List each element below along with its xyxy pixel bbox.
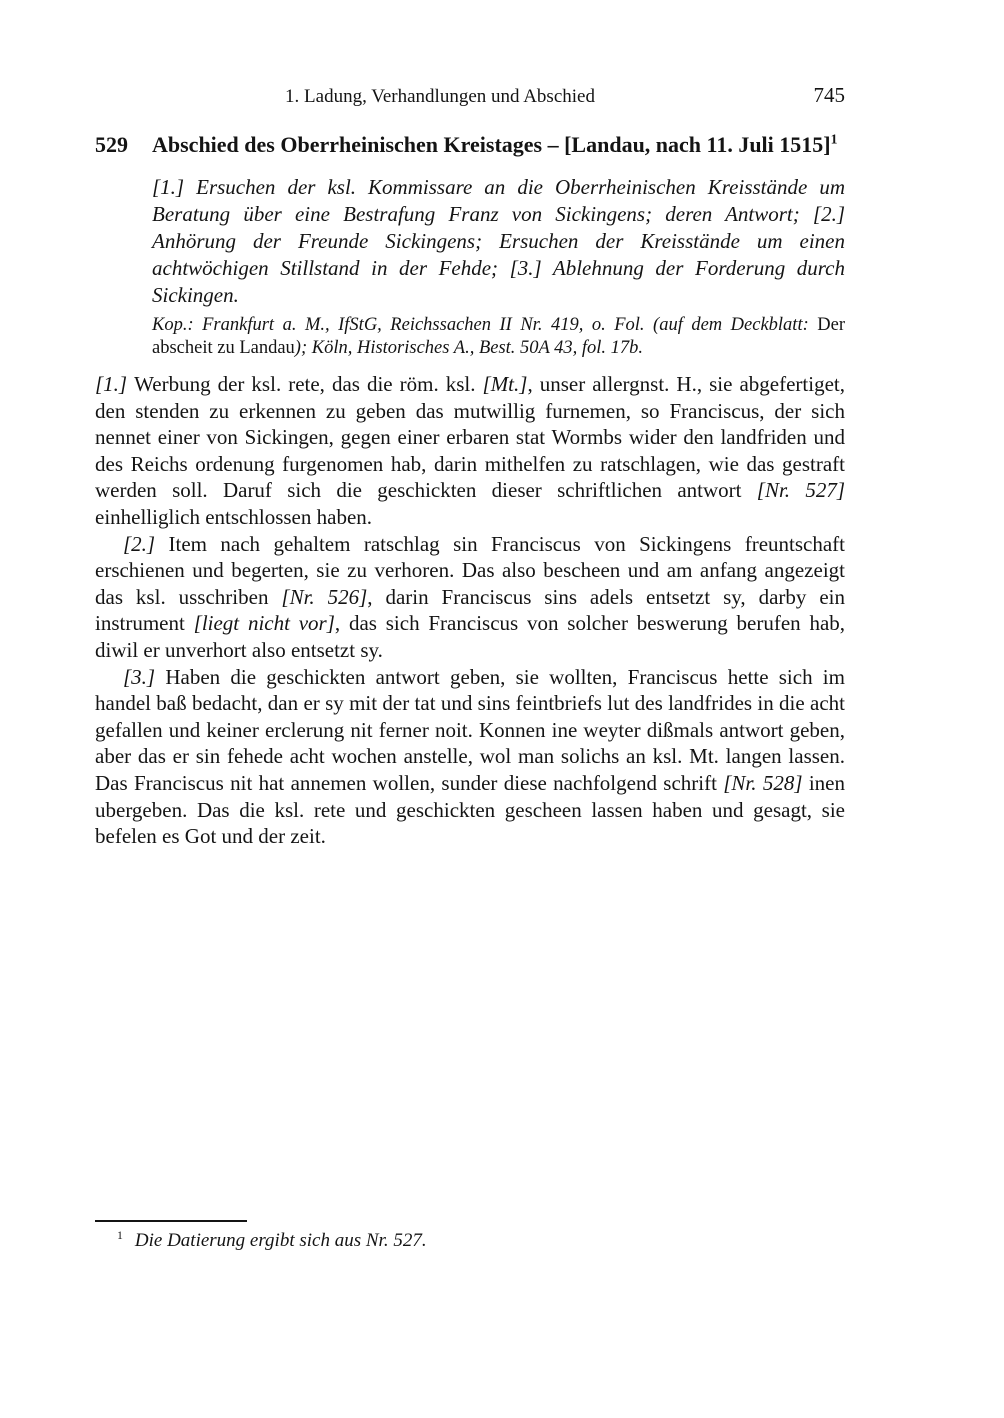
abstract-paragraph: [1.] Ersuchen der ksl. Kommissare an die Oberrheinischen Kreisstände um Beratung über eine Bestrafung Franz von Sickingens; deren Antwort; [2.] Anhörung der Freunde Sickingens; Ersuchen der Kreisstände um einen achtwöchigen Stillstand in der Fehde; [3.] Ablehnung der Forderung durch Sickingen. xyxy=(152,175,845,307)
body-paragraph-2: [2.] Item nach gehaltem ratschlag sin Franciscus von Sickingens freuntschaft erschienen und begerten, sie zu verhoren. Das also bescheen und am anfang angezeigt das ksl. usschriben [Nr. 526], darin Franciscus sins adels entsetzt sy, darby ein instrument [liegt nicht vor], das sich Franciscus von solcher beswerung berufen hab, diwil er unverhort also entsetzt sy. xyxy=(95,531,846,662)
entry-title xyxy=(152,130,845,160)
entry-heading xyxy=(95,130,845,160)
footnote-text: Die Datierung ergibt sich aus Nr. 527. xyxy=(134,1230,427,1251)
running-header-section-title: 1. Ladung, Verhandlungen und Abschied xyxy=(285,86,595,107)
page-number: 745 xyxy=(813,83,845,107)
running-header xyxy=(95,83,845,109)
text-column xyxy=(95,83,845,850)
footnote-block xyxy=(95,1220,845,1253)
source-note: Kop.: Frankfurt a. M., IfStG, Reichssachen II Nr. 419, o. Fol. (auf dem Deckblatt: Der abscheit zu Landau); Köln, Historisches A., Best. 50A 43, fol. 17b. xyxy=(152,315,845,358)
body-paragraph-1: [1.] Werbung der ksl. rete, das die röm. ksl. [Mt.], unser allergnst. H., sie abgefertiget, den stenden zu erkennen zu geben das mutwillig furnemen, so Franciscus, der sich nennet einer von Sickingen, gegen einer erbaren stat Wormbs wider den landfriden und des Reichs ordenung furgenomen hab, darin mithelfen zu ratschlagen, wie das gestraft werden soll. Daruf sich die geschickten dieser schriftlichen antwort [Nr. 527] einhelliglich entschlossen haben. xyxy=(95,372,845,529)
footnote-rule xyxy=(95,1220,247,1222)
footnote-marker: 1 xyxy=(117,1228,123,1242)
body-text xyxy=(95,371,845,850)
body-paragraph-3: [3.] Haben die geschickten antwort geben, sie wollten, Franciscus hette sich im handel baß bedacht, dan er sy mit der tat und sins feintbriefs lut des landfrides in die acht gefallen und keiner erclerung nit ferner noit. Konnen ine weyter dißmals antwort geben, aber das er sin fehede acht wochen anstelle, wol man solichs an ksl. Mt. langen lassen. Das Franciscus nit hat annemen wollen, sunder diese nachfolgend schrift [Nr. 528] inen ubergeben. Das die ksl. rete und geschickten gescheen lassen haben und gesagt, sie befelen es Got und der zeit. xyxy=(95,664,845,849)
footnote-reference-marker: 1 xyxy=(830,131,838,147)
entry-number: 529 xyxy=(95,132,128,157)
entry-title-text: Abschied des Oberrheinischen Kreistages – [Landau, nach 11. Juli 1515] xyxy=(152,132,831,157)
footnote xyxy=(95,1229,845,1253)
